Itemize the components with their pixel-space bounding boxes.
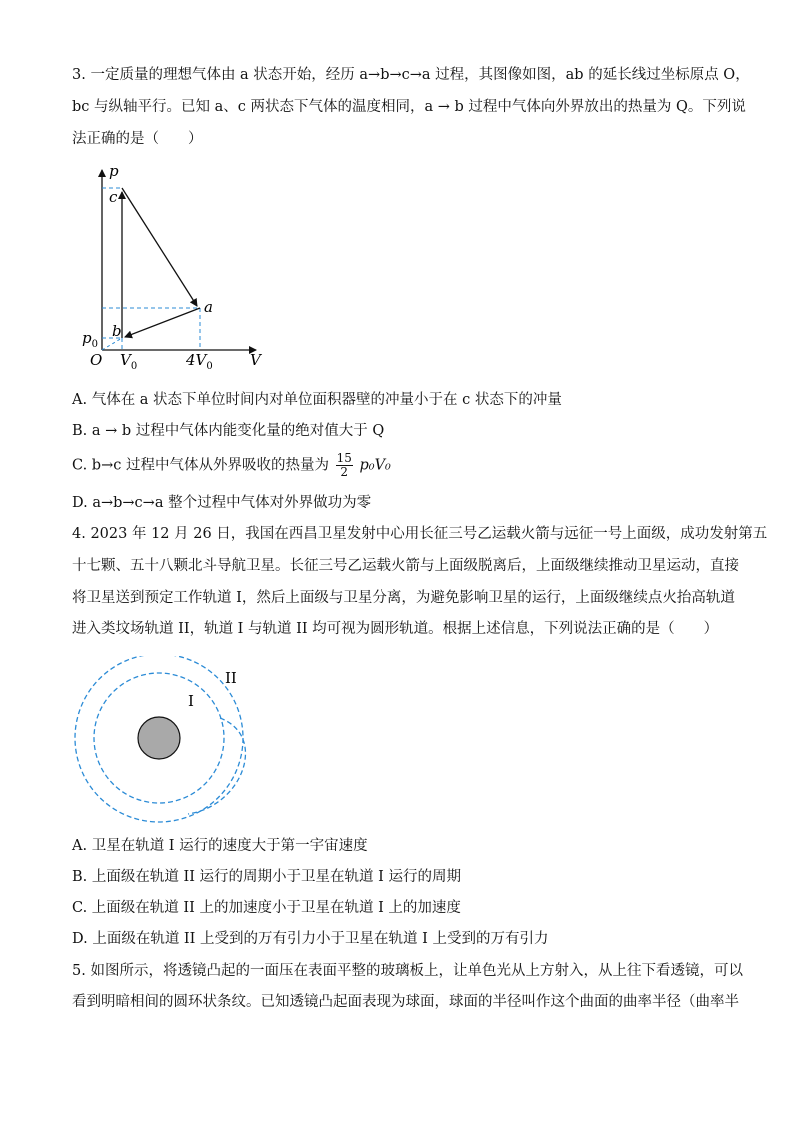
label-p: p: [109, 162, 119, 180]
process-c-a: [122, 188, 197, 306]
label-V0: $V_0$: [120, 351, 138, 372]
label-p0: $p_0$: [82, 329, 98, 350]
process-a-b: [125, 308, 200, 337]
label-b: b: [112, 322, 122, 340]
label-a: a: [204, 298, 213, 316]
q3-option-c[interactable]: [72, 452, 722, 479]
q4-option-d[interactable]: D. 上面级在轨道 II 上受到的万有引力小于卫星在轨道 I 上受到的万有引力: [72, 931, 549, 947]
pv-diagram: [78, 160, 278, 372]
q4-option-a[interactable]: A. 卫星在轨道 I 运行的速度大于第一宇宙速度: [72, 838, 368, 854]
q3-stem-line-2: bc 与纵轴平行。已知 a、c 两状态下气体的温度相同，a → b 过程中气体向外界放出的热量为 Q。下列说: [72, 99, 746, 115]
q3-option-b[interactable]: B. a → b 过程中气体内能变化量的绝对值大于 Q: [72, 423, 385, 439]
label-orbit-II: II: [225, 669, 237, 687]
q5-stem-line-1: 5. 如图所示，将透镜凸起的一面压在表面平整的玻璃板上，让单色光从上方射入，从上往下看透镜，可以: [72, 963, 743, 979]
q3-stem-line-3: 法正确的是（ ）: [72, 131, 203, 147]
q4-stem-line-2: 十七颗、五十八颗北斗导航卫星。长征三号乙运载火箭与上面级脱离后，上面级继续推动卫星运动，直接: [72, 558, 739, 574]
label-orbit-I: I: [188, 692, 194, 710]
label-V: V: [250, 351, 261, 369]
label-O: O: [90, 351, 103, 369]
q5-stem-line-2: 看到明暗相间的圆环状条纹。已知透镜凸起面表现为球面，球面的半径叫作这个曲面的曲率半径（曲率半: [72, 994, 739, 1010]
q4-option-c[interactable]: C. 上面级在轨道 II 上的加速度小于卫星在轨道 I 上的加速度: [72, 900, 461, 916]
orbit-diagram: [68, 656, 258, 826]
q3-option-c-text: C. b→c 过程中气体从外界吸收的热量为: [72, 457, 329, 474]
fraction-15-over-2: $\frac{15}{2}$: [336, 451, 352, 479]
q4-stem-line-1: 4. 2023 年 12 月 26 日，我国在西昌卫星发射中心用长征三号乙运载火箭与远征一号上面级，成功发射第五: [72, 526, 768, 542]
q3-option-c-p0v0: p₀V₀: [359, 457, 391, 474]
q3-stem-line-1: 3. 一定质量的理想气体由 a 状态开始，经历 a→b→c→a 过程，其图像如图，ab 的延长线过坐标原点 O，: [72, 67, 750, 83]
label-4V0: $4V_0$: [186, 351, 213, 372]
earth: [138, 717, 180, 759]
q3-option-d[interactable]: D. a→b→c→a 整个过程中气体对外界做功为零: [72, 495, 372, 511]
label-c: c: [109, 188, 118, 206]
q4-stem-line-4: 进入类坟场轨道 II，轨道 I 与轨道 II 均可视为圆形轨道。根据上述信息，下列说法正确的是（ ）: [72, 621, 719, 637]
q4-option-b[interactable]: B. 上面级在轨道 II 运行的周期小于卫星在轨道 I 运行的周期: [72, 869, 461, 885]
q4-stem-line-3: 将卫星送到预定工作轨道 I，然后上面级与卫星分离，为避免影响卫星的运行，上面级继续点火抬高轨道: [72, 590, 735, 606]
q3-option-a[interactable]: A. 气体在 a 状态下单位时间内对单位面积器壁的冲量小于在 c 状态下的冲量: [72, 392, 562, 408]
